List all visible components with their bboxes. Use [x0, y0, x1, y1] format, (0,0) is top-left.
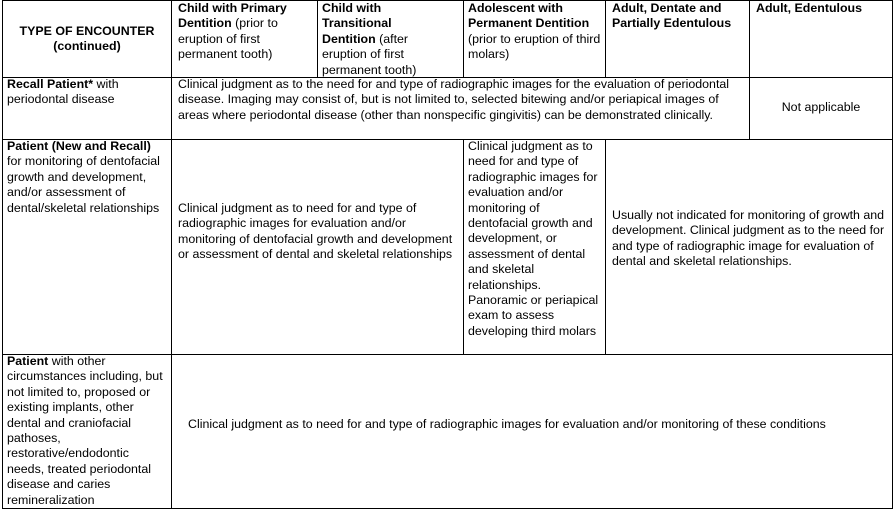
col-divider-3b	[605, 139, 606, 354]
row-recall-text: Clinical judgment as to the need for and type of radiographic images for the evaluation of periodontal disease. Imaging may consist of, but is not limited to, selected bitewing and/or periapical images of areas where periodontal disease (other than nonspecific gingivitis) can be demonstrated clinically.	[178, 77, 730, 122]
header-type-of-encounter: TYPE OF ENCOUNTER (continued)	[19, 24, 155, 54]
row-growth-child-text: Clinical judgment as to need for and type of radiographic images for evaluation and/or monitoring of dentofacial growth and development or assessment of dental and skeletal relationships	[178, 201, 453, 262]
row-growth-label: Patient (New and Recall) for monitoring of dentofacial growth and development, and/or assessment of dental/skeletal relationships	[7, 139, 160, 215]
header-child-transitional: Child with Transitional Dentition (after eruption of first permanent tooth)	[322, 1, 417, 77]
table-border-left	[2, 0, 3, 509]
col-divider-label	[171, 0, 172, 509]
header-adolescent: Adolescent with Permanent Dentition (prior to eruption of third molars)	[468, 1, 601, 62]
col-divider-1	[317, 0, 318, 77]
col-divider-2	[463, 0, 464, 77]
row-other-text: Clinical judgment as to need for and type of radiographic images for evaluation and/or monitoring of these conditions	[188, 417, 826, 431]
row-recall-label: Recall Patient* with periodontal disease	[7, 77, 119, 107]
header-adult-edentulous: Adult, Edentulous	[756, 1, 862, 15]
col-divider-2b	[463, 139, 464, 354]
row-recall-edentulous: Not applicable	[781, 100, 861, 114]
col-divider-4	[749, 0, 750, 139]
header-child-primary: Child with Primary Dentition (prior to eruption of first permanent tooth)	[178, 1, 287, 62]
row-other-label: Patient with other circumstances including, but not limited to, proposed or existing implants, other dental and craniofacial pathoses, restorative/endodontic needs, treated periodontal disease and caries remineralization	[7, 354, 163, 507]
row-growth-adult-text: Usually not indicated for monitoring of growth and development. Clinical judgment as to the need for and type of radiographic image for evaluation of dental and skeletal relationships.	[612, 208, 885, 269]
row-growth-adolescent-text: Clinical judgment as to need for and type of radiographic images for evaluation and/or monitoring of dentofacial growth and development, or assessment of dental and skeletal relationships. Panoramic or periapical exam to assess developing third molars	[468, 139, 599, 338]
header-adult-dentate: Adult, Dentate and Partially Edentulous	[612, 1, 732, 31]
col-divider-3	[605, 0, 606, 77]
